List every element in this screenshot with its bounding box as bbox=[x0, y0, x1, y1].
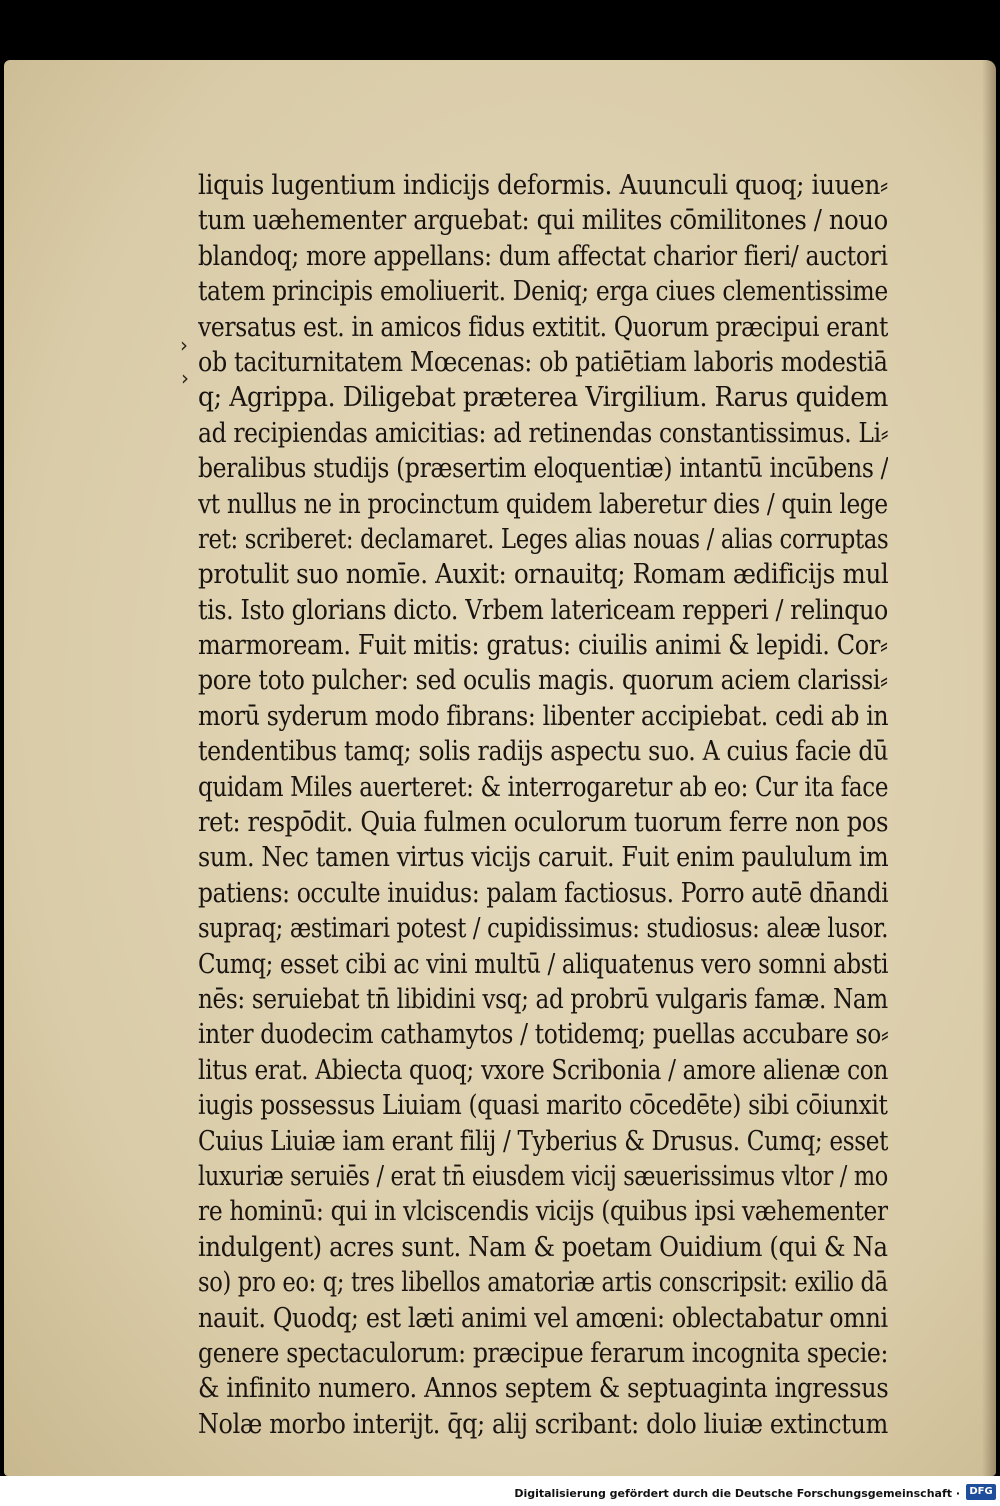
text-line: ret: respōdit. Quia fulmen oculorum tuorum ferre non pos bbox=[198, 807, 888, 839]
text-line: tatem principis emoliuerit. Deniq; erga ciues clementissime bbox=[198, 276, 888, 308]
text-line: tis. Isto glorians dicto. Vrbem latericeam repperi / relinquo bbox=[198, 594, 888, 626]
text-line: protulit suo nomīe. Auxit: ornauitq; Romam ædificijs mul bbox=[198, 559, 888, 591]
text-line: sum. Nec tamen virtus vicijs caruit. Fuit enim paululum im bbox=[198, 842, 888, 874]
text-line: ret: scriberet: declamaret. Leges alias nouas / alias corruptas bbox=[198, 523, 888, 555]
text-line: indulgent) acres sunt. Nam & poetam Ouidium (qui & Na bbox=[198, 1231, 888, 1263]
text-line: & infinito numero. Annos septem & septuaginta ingressus bbox=[198, 1373, 888, 1405]
text-line: blandoq; more appellans: dum affectat charior fieri/ auctori bbox=[198, 240, 888, 272]
text-line: iugis possessus Liuiam (quasi marito cōcedēte) sibi cōiunxit bbox=[198, 1090, 888, 1122]
page-edge-shadow bbox=[982, 60, 996, 1476]
text-line: re hominū: qui in vlciscendis vicijs (quibus ipsi væhementer bbox=[198, 1196, 888, 1228]
text-line: so) pro eo: q; tres libellos amatoriæ artis conscripsit: exilio dā bbox=[198, 1267, 888, 1299]
text-line: ob taciturnitatem Mœcenas: ob patiētiam laboris modestiā bbox=[198, 346, 888, 378]
text-line: genere spectaculorum: præcipue ferarum incognita specie: bbox=[198, 1337, 888, 1369]
text-line: Cumq; esset cibi ac vini multū / aliquatenus vero somni absti bbox=[198, 948, 888, 980]
footer-bar bbox=[0, 1476, 1000, 1506]
text-line: tendentibus tamq; solis radijs aspectu suo. A cuius facie dū bbox=[198, 736, 888, 768]
text-line: patiens: occulte inuidus: palam factiosus. Porro autē dn̄andi bbox=[198, 877, 888, 909]
text-line: Nolæ morbo interijt. q̄q; alij scribant: dolo liuiæ extinctum bbox=[198, 1408, 888, 1440]
text-line: liquis lugentium indicijs deformis. Auunculi quoq; iuuen⸗ bbox=[198, 170, 888, 201]
text-line: nēs: seruiebat tn̄ libidini vsq; ad probrū vulgaris famæ. Nam bbox=[198, 983, 888, 1015]
dfg-logo-icon: DFG bbox=[966, 1484, 996, 1500]
text-line: tum uæhementer arguebat: qui milites cōmilitones / nouo bbox=[198, 205, 888, 237]
text-line: litus erat. Abiecta quoq; vxore Scribonia / amore alienæ con bbox=[198, 1054, 888, 1086]
text-line: versatus est. in amicos fidus extitit. Quorum præcipui erant bbox=[198, 311, 888, 343]
digitization-credit: Digitalisierung gefördert durch die Deutsche Forschungsgemeinschaft · bbox=[514, 1487, 960, 1500]
text-line: luxuriæ seruiēs / erat tn̄ eiusdem vicij sæuerissimus vltor / mo bbox=[198, 1160, 888, 1192]
text-line: morū syderum modo fibrans: libenter accipiebat. cedi ab in bbox=[198, 700, 888, 732]
margin-mark: › bbox=[180, 333, 188, 357]
text-line: inter duodecim cathamytos / totidemq; puellas accubare so⸗ bbox=[198, 1019, 888, 1051]
text-line: supraq; æstimari potest / cupidissimus: studiosus: aleæ lusor. bbox=[198, 913, 888, 945]
text-line: beralibus studijs (præsertim eloquentiæ) intantū incūbens / bbox=[198, 453, 888, 485]
margin-mark: › bbox=[181, 366, 189, 390]
text-line: marmoream. Fuit mitis: gratus: ciuilis animi & lepidi. Cor⸗ bbox=[198, 630, 888, 662]
text-line: pore toto pulcher: sed oculis magis. quorum aciem clarissi⸗ bbox=[198, 665, 888, 697]
text-line: vt nullus ne in procinctum quidem laberetur dies / quin lege bbox=[198, 488, 888, 520]
text-line: q; Agrippa. Diligebat præterea Virgilium. Rarus quidem bbox=[198, 382, 888, 414]
text-line: nauit. Quodq; est læti animi vel amœni: oblectabatur omni bbox=[198, 1302, 888, 1334]
text-column bbox=[198, 168, 888, 1442]
text-line: quidam Miles auerteret: & interrogaretur ab eo: Cur ita face bbox=[198, 771, 888, 803]
text-line: ad recipiendas amicitias: ad retinendas constantissimus. Li⸗ bbox=[198, 417, 888, 449]
text-line: Cuius Liuiæ iam erant filij / Tyberius & Drusus. Cumq; esset bbox=[198, 1125, 888, 1157]
